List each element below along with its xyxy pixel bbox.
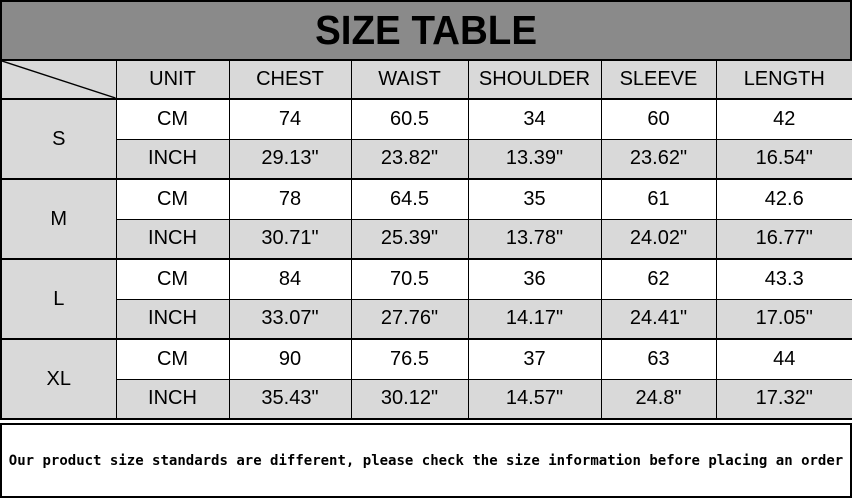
cell-l-cm-shoulder: 36 xyxy=(468,259,601,299)
cell-m-cm-sleeve: 61 xyxy=(601,179,716,219)
cell-xl-cm-chest: 90 xyxy=(229,339,351,379)
cell-m-inch-length: 16.77" xyxy=(716,219,852,259)
size-table-title-bar xyxy=(0,0,852,59)
row-s-cm xyxy=(1,99,852,139)
cell-l-cm-sleeve: 62 xyxy=(601,259,716,299)
cell-s-cm-waist: 60.5 xyxy=(351,99,468,139)
column-header-waist: WAIST xyxy=(351,60,468,99)
size-label-m: M xyxy=(1,179,116,259)
unit-label-inch: INCH xyxy=(116,299,229,339)
cell-l-cm-waist: 70.5 xyxy=(351,259,468,299)
cell-xl-cm-length: 44 xyxy=(716,339,852,379)
column-header-unit: UNIT xyxy=(116,60,229,99)
header-row xyxy=(1,60,852,99)
column-header-chest: CHEST xyxy=(229,60,351,99)
cell-l-inch-shoulder: 14.17" xyxy=(468,299,601,339)
cell-s-inch-shoulder: 13.39" xyxy=(468,139,601,179)
cell-s-cm-shoulder: 34 xyxy=(468,99,601,139)
cell-m-inch-waist: 25.39" xyxy=(351,219,468,259)
cell-s-cm-length: 42 xyxy=(716,99,852,139)
page-title: SIZE TABLE xyxy=(315,7,537,53)
size-label-s: S xyxy=(1,99,116,179)
cell-l-inch-sleeve: 24.41" xyxy=(601,299,716,339)
cell-s-inch-sleeve: 23.62" xyxy=(601,139,716,179)
column-header-shoulder: SHOULDER xyxy=(468,60,601,99)
cell-xl-cm-sleeve: 63 xyxy=(601,339,716,379)
note-box xyxy=(0,423,852,498)
diagonal-line-icon xyxy=(2,61,116,98)
cell-m-cm-length: 42.6 xyxy=(716,179,852,219)
size-table xyxy=(0,59,852,420)
size-label-l: L xyxy=(1,259,116,339)
cell-l-inch-waist: 27.76" xyxy=(351,299,468,339)
unit-label-inch: INCH xyxy=(116,219,229,259)
cell-m-cm-chest: 78 xyxy=(229,179,351,219)
cell-m-inch-shoulder: 13.78" xyxy=(468,219,601,259)
column-header-sleeve: SLEEVE xyxy=(601,60,716,99)
size-label-xl: XL xyxy=(1,339,116,419)
cell-l-cm-chest: 84 xyxy=(229,259,351,299)
cell-s-inch-waist: 23.82" xyxy=(351,139,468,179)
note-text: Our product size standards are different, please check the size information before placing an order xyxy=(8,452,844,469)
cell-m-inch-sleeve: 24.02" xyxy=(601,219,716,259)
cell-xl-inch-chest: 35.43" xyxy=(229,379,351,419)
cell-l-inch-chest: 33.07" xyxy=(229,299,351,339)
cell-xl-cm-waist: 76.5 xyxy=(351,339,468,379)
row-s-inch xyxy=(1,139,852,179)
cell-m-cm-waist: 64.5 xyxy=(351,179,468,219)
cell-s-inch-chest: 29.13" xyxy=(229,139,351,179)
row-xl-inch xyxy=(1,379,852,419)
unit-label-inch: INCH xyxy=(116,379,229,419)
unit-label-cm: CM xyxy=(116,179,229,219)
row-m-cm xyxy=(1,179,852,219)
cell-xl-inch-sleeve: 24.8" xyxy=(601,379,716,419)
cell-xl-inch-waist: 30.12" xyxy=(351,379,468,419)
unit-label-cm: CM xyxy=(116,99,229,139)
row-l-cm xyxy=(1,259,852,299)
cell-xl-cm-shoulder: 37 xyxy=(468,339,601,379)
cell-l-cm-length: 43.3 xyxy=(716,259,852,299)
cell-l-inch-length: 17.05" xyxy=(716,299,852,339)
unit-label-cm: CM xyxy=(116,259,229,299)
row-xl-cm xyxy=(1,339,852,379)
cell-xl-inch-length: 17.32" xyxy=(716,379,852,419)
cell-s-cm-chest: 74 xyxy=(229,99,351,139)
unit-label-inch: INCH xyxy=(116,139,229,179)
cell-s-cm-sleeve: 60 xyxy=(601,99,716,139)
cell-xl-inch-shoulder: 14.57" xyxy=(468,379,601,419)
column-header-length: LENGTH xyxy=(716,60,852,99)
cell-m-inch-chest: 30.71" xyxy=(229,219,351,259)
cell-s-inch-length: 16.54" xyxy=(716,139,852,179)
diagonal-header-cell xyxy=(1,60,116,99)
unit-label-cm: CM xyxy=(116,339,229,379)
row-m-inch xyxy=(1,219,852,259)
row-l-inch xyxy=(1,299,852,339)
cell-m-cm-shoulder: 35 xyxy=(468,179,601,219)
